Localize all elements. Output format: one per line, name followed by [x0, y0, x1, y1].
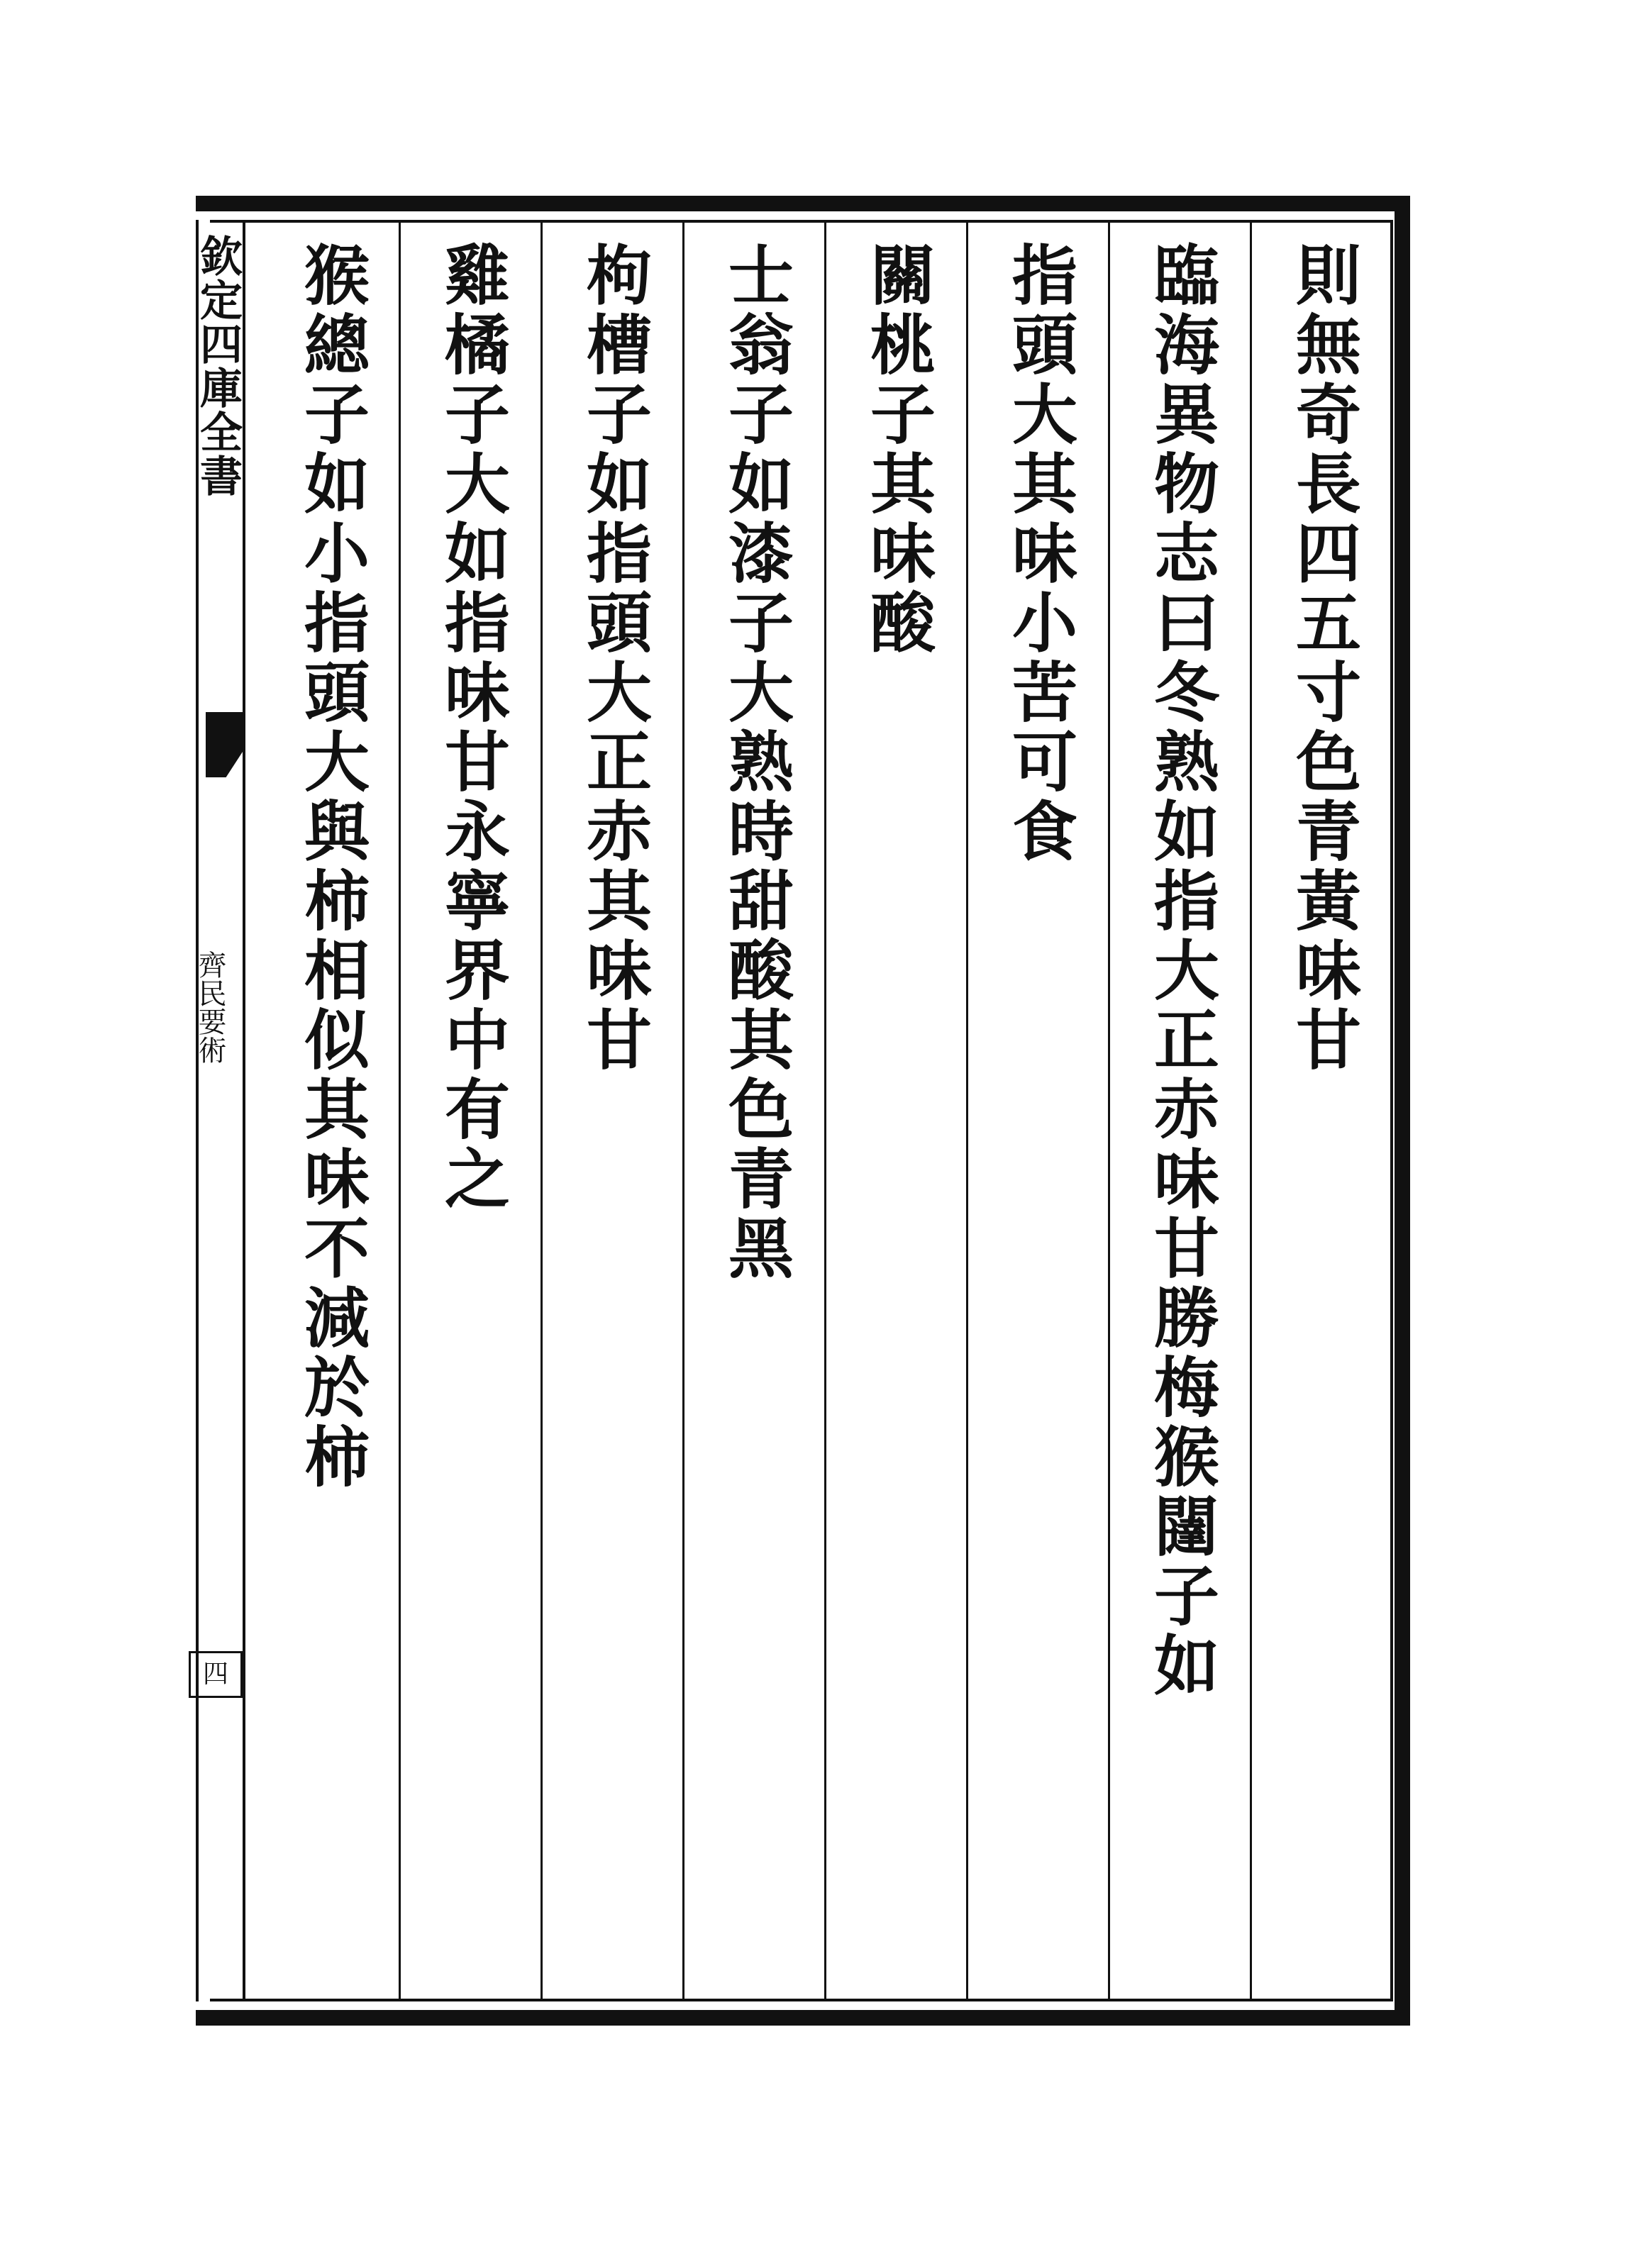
text-column-3: 指頭大其味小苦可食 — [1002, 241, 1078, 867]
text-column-6: 枸槽子如指頭大正赤其味甘 — [576, 241, 653, 1075]
page-number: 四 — [189, 1651, 243, 1698]
column-rule — [1250, 223, 1252, 2001]
column-rule — [966, 223, 968, 2001]
text-column-2: 臨海異物志曰冬熟如指大正赤味甘勝梅猴闥子如 — [1143, 241, 1220, 1701]
text-column-7: 雞橘子大如指味甘永寧界中有之 — [434, 241, 511, 1214]
text-column-8: 猴總子如小指頭大與柿相似其味不減於柿 — [294, 241, 370, 1492]
text-column-5: 士翁子如漆子大熟時甜酸其色青黑 — [718, 241, 794, 1284]
book-title: 欽定四庫全書 — [193, 234, 243, 498]
column-rule — [540, 223, 543, 2001]
column-rule — [1108, 223, 1110, 2001]
text-column-4: 關桃子其味酸 — [860, 241, 936, 658]
section-title: 齊民要術 — [194, 950, 226, 1064]
column-rule — [682, 223, 684, 2001]
text-column-1: 則無奇長四五寸色青黃味甘 — [1285, 241, 1362, 1075]
column-rule — [399, 223, 401, 2001]
column-rule — [824, 223, 826, 2001]
